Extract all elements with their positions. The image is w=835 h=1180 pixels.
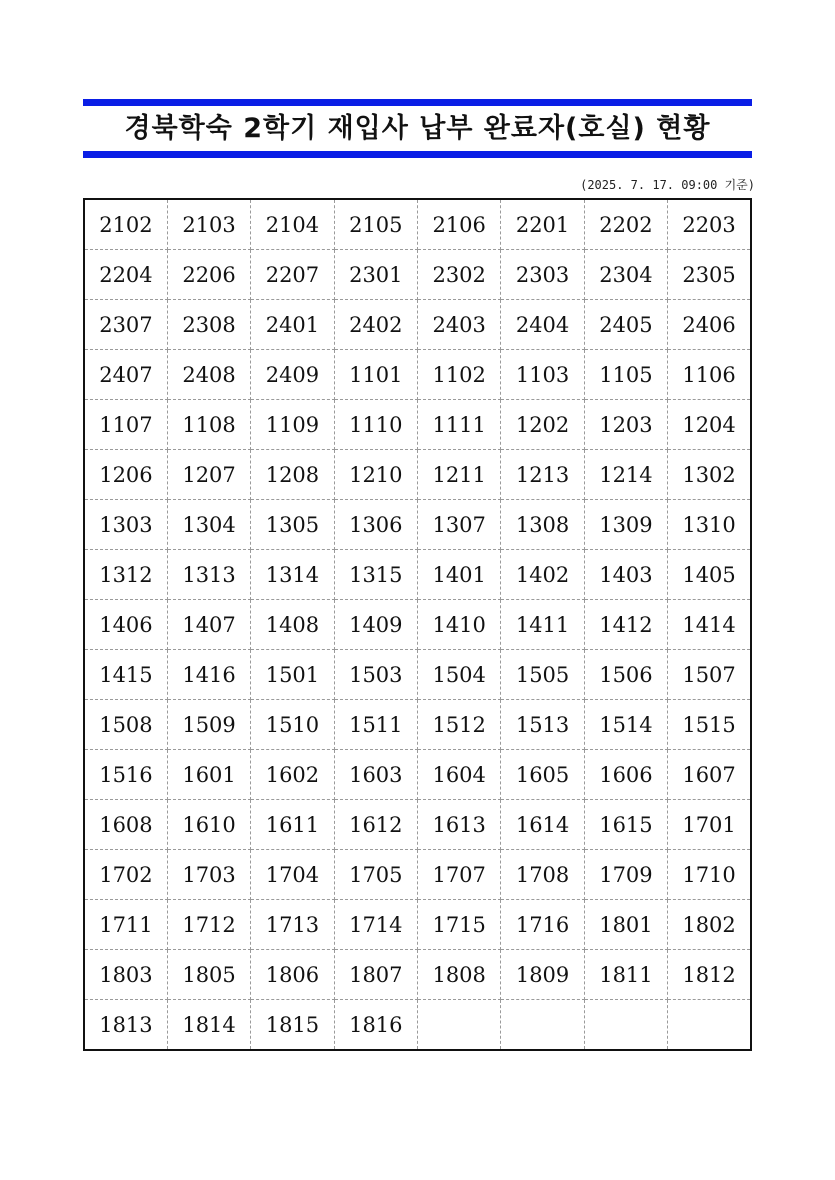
room-number-cell: 1206 bbox=[84, 450, 167, 500]
room-number-cell: 1814 bbox=[167, 1000, 250, 1051]
room-number-cell: 1414 bbox=[668, 600, 751, 650]
page-title: 경북학숙 2학기 재입사 납부 완료자(호실) 현황 bbox=[124, 113, 711, 144]
room-number-cell: 1312 bbox=[84, 550, 167, 600]
room-number-cell: 1808 bbox=[418, 950, 501, 1000]
room-number-cell: 1304 bbox=[167, 500, 250, 550]
room-number-cell: 1509 bbox=[167, 700, 250, 750]
room-number-cell: 2102 bbox=[84, 199, 167, 250]
table-row bbox=[84, 550, 751, 600]
room-number-cell: 1213 bbox=[501, 450, 584, 500]
room-number-cell: 2403 bbox=[418, 300, 501, 350]
table-row bbox=[84, 800, 751, 850]
room-number-cell: 1713 bbox=[251, 900, 334, 950]
room-number-cell: 1409 bbox=[334, 600, 417, 650]
room-number-cell: 1806 bbox=[251, 950, 334, 1000]
room-number-cell: 2301 bbox=[334, 250, 417, 300]
room-number-cell: 2104 bbox=[251, 199, 334, 250]
room-number-cell bbox=[668, 1000, 751, 1051]
room-number-cell: 1203 bbox=[584, 400, 667, 450]
room-number-cell: 1802 bbox=[668, 900, 751, 950]
room-number-cell: 1302 bbox=[668, 450, 751, 500]
room-number-cell: 1402 bbox=[501, 550, 584, 600]
room-number-cell bbox=[418, 1000, 501, 1051]
room-number-cell: 1613 bbox=[418, 800, 501, 850]
room-number-cell: 1601 bbox=[167, 750, 250, 800]
room-number-cell: 1412 bbox=[584, 600, 667, 650]
room-number-cell: 2302 bbox=[418, 250, 501, 300]
table-row bbox=[84, 1000, 751, 1051]
room-number-cell: 1703 bbox=[167, 850, 250, 900]
room-number-cell: 1405 bbox=[668, 550, 751, 600]
room-number-cell: 1614 bbox=[501, 800, 584, 850]
room-number-cell: 1310 bbox=[668, 500, 751, 550]
room-number-cell: 2401 bbox=[251, 300, 334, 350]
room-number-table bbox=[83, 198, 752, 1051]
room-number-cell: 1705 bbox=[334, 850, 417, 900]
room-number-cell: 1805 bbox=[167, 950, 250, 1000]
title-top-rule bbox=[83, 99, 752, 106]
room-number-cell: 1308 bbox=[501, 500, 584, 550]
room-number-cell: 1512 bbox=[418, 700, 501, 750]
room-number-cell: 1815 bbox=[251, 1000, 334, 1051]
room-number-cell: 2206 bbox=[167, 250, 250, 300]
table-row bbox=[84, 300, 751, 350]
room-number-cell: 1507 bbox=[668, 650, 751, 700]
room-number-cell: 1514 bbox=[584, 700, 667, 750]
room-number-cell: 1708 bbox=[501, 850, 584, 900]
room-number-cell: 1702 bbox=[84, 850, 167, 900]
room-number-cell: 2204 bbox=[84, 250, 167, 300]
room-number-cell: 2103 bbox=[167, 199, 250, 250]
table-row bbox=[84, 500, 751, 550]
room-number-cell: 1811 bbox=[584, 950, 667, 1000]
room-number-cell: 1408 bbox=[251, 600, 334, 650]
room-number-cell: 1208 bbox=[251, 450, 334, 500]
room-number-cell: 2305 bbox=[668, 250, 751, 300]
room-number-cell: 1807 bbox=[334, 950, 417, 1000]
room-number-cell: 1303 bbox=[84, 500, 167, 550]
room-number-cell: 1315 bbox=[334, 550, 417, 600]
room-number-cell: 1516 bbox=[84, 750, 167, 800]
room-number-cell: 2408 bbox=[167, 350, 250, 400]
table-row bbox=[84, 950, 751, 1000]
room-number-cell: 1701 bbox=[668, 800, 751, 850]
room-number-cell: 1513 bbox=[501, 700, 584, 750]
room-number-cell: 1410 bbox=[418, 600, 501, 650]
table-row bbox=[84, 650, 751, 700]
room-number-cell: 2405 bbox=[584, 300, 667, 350]
room-number-cell: 1615 bbox=[584, 800, 667, 850]
room-number-cell: 1202 bbox=[501, 400, 584, 450]
room-number-cell: 2404 bbox=[501, 300, 584, 350]
room-number-cell: 1715 bbox=[418, 900, 501, 950]
room-number-cell: 2308 bbox=[167, 300, 250, 350]
room-number-cell: 1606 bbox=[584, 750, 667, 800]
room-number-cell: 2105 bbox=[334, 199, 417, 250]
room-number-cell: 1406 bbox=[84, 600, 167, 650]
room-number-cell: 1515 bbox=[668, 700, 751, 750]
room-table-body bbox=[84, 199, 751, 1050]
room-number-cell: 1407 bbox=[167, 600, 250, 650]
room-number-cell: 1716 bbox=[501, 900, 584, 950]
table-row bbox=[84, 900, 751, 950]
room-number-cell: 1211 bbox=[418, 450, 501, 500]
room-number-cell: 1101 bbox=[334, 350, 417, 400]
room-number-cell: 1313 bbox=[167, 550, 250, 600]
room-number-cell: 1607 bbox=[668, 750, 751, 800]
title-block bbox=[83, 99, 752, 158]
room-number-cell: 1801 bbox=[584, 900, 667, 950]
room-number-cell: 1511 bbox=[334, 700, 417, 750]
room-number-cell bbox=[501, 1000, 584, 1051]
basis-date-note: (2025. 7. 17. 09:00 기준) bbox=[580, 178, 755, 192]
room-number-cell: 1504 bbox=[418, 650, 501, 700]
room-number-cell: 2402 bbox=[334, 300, 417, 350]
room-number-cell: 2307 bbox=[84, 300, 167, 350]
room-number-cell: 1603 bbox=[334, 750, 417, 800]
table-row bbox=[84, 450, 751, 500]
table-row bbox=[84, 750, 751, 800]
room-number-cell: 1103 bbox=[501, 350, 584, 400]
room-number-cell: 1109 bbox=[251, 400, 334, 450]
room-number-cell: 1710 bbox=[668, 850, 751, 900]
room-number-cell: 1102 bbox=[418, 350, 501, 400]
room-number-cell: 1314 bbox=[251, 550, 334, 600]
room-number-cell: 2406 bbox=[668, 300, 751, 350]
room-number-cell: 2203 bbox=[668, 199, 751, 250]
room-number-cell: 1608 bbox=[84, 800, 167, 850]
table-row bbox=[84, 199, 751, 250]
room-number-cell: 1108 bbox=[167, 400, 250, 450]
room-number-cell: 1305 bbox=[251, 500, 334, 550]
room-number-cell: 1711 bbox=[84, 900, 167, 950]
room-number-cell: 1816 bbox=[334, 1000, 417, 1051]
room-number-cell: 1704 bbox=[251, 850, 334, 900]
room-number-cell: 1707 bbox=[418, 850, 501, 900]
room-number-cell: 1510 bbox=[251, 700, 334, 750]
room-number-cell: 1105 bbox=[584, 350, 667, 400]
room-number-cell: 2202 bbox=[584, 199, 667, 250]
room-number-cell: 1309 bbox=[584, 500, 667, 550]
room-number-cell bbox=[584, 1000, 667, 1051]
room-number-cell: 1415 bbox=[84, 650, 167, 700]
room-number-cell: 1505 bbox=[501, 650, 584, 700]
room-number-cell: 1411 bbox=[501, 600, 584, 650]
room-number-cell: 1214 bbox=[584, 450, 667, 500]
room-number-cell: 1306 bbox=[334, 500, 417, 550]
table-row bbox=[84, 350, 751, 400]
room-number-cell: 1307 bbox=[418, 500, 501, 550]
room-number-cell: 1812 bbox=[668, 950, 751, 1000]
room-number-cell: 1207 bbox=[167, 450, 250, 500]
room-number-cell: 1506 bbox=[584, 650, 667, 700]
room-number-cell: 2207 bbox=[251, 250, 334, 300]
room-number-cell: 1610 bbox=[167, 800, 250, 850]
room-number-cell: 2407 bbox=[84, 350, 167, 400]
room-number-cell: 1605 bbox=[501, 750, 584, 800]
room-number-cell: 1204 bbox=[668, 400, 751, 450]
room-number-cell: 1602 bbox=[251, 750, 334, 800]
room-number-cell: 1714 bbox=[334, 900, 417, 950]
room-number-cell: 2303 bbox=[501, 250, 584, 300]
table-row bbox=[84, 700, 751, 750]
room-number-cell: 2201 bbox=[501, 199, 584, 250]
room-number-cell: 1501 bbox=[251, 650, 334, 700]
title-bottom-rule bbox=[83, 151, 752, 158]
room-number-cell: 1611 bbox=[251, 800, 334, 850]
room-number-cell: 1111 bbox=[418, 400, 501, 450]
room-number-cell: 1709 bbox=[584, 850, 667, 900]
room-number-cell: 1401 bbox=[418, 550, 501, 600]
room-number-cell: 1803 bbox=[84, 950, 167, 1000]
room-number-cell: 1813 bbox=[84, 1000, 167, 1051]
room-number-cell: 1107 bbox=[84, 400, 167, 450]
room-number-cell: 1503 bbox=[334, 650, 417, 700]
room-number-cell: 1508 bbox=[84, 700, 167, 750]
table-row bbox=[84, 850, 751, 900]
room-number-cell: 1612 bbox=[334, 800, 417, 850]
room-number-cell: 1106 bbox=[668, 350, 751, 400]
room-number-cell: 1604 bbox=[418, 750, 501, 800]
room-number-cell: 1712 bbox=[167, 900, 250, 950]
room-number-cell: 1403 bbox=[584, 550, 667, 600]
room-number-cell: 1416 bbox=[167, 650, 250, 700]
room-number-cell: 1110 bbox=[334, 400, 417, 450]
room-number-cell: 2106 bbox=[418, 199, 501, 250]
room-number-cell: 2304 bbox=[584, 250, 667, 300]
table-row bbox=[84, 250, 751, 300]
room-number-cell: 2409 bbox=[251, 350, 334, 400]
table-row bbox=[84, 600, 751, 650]
room-number-cell: 1809 bbox=[501, 950, 584, 1000]
room-number-cell: 1210 bbox=[334, 450, 417, 500]
table-row bbox=[84, 400, 751, 450]
